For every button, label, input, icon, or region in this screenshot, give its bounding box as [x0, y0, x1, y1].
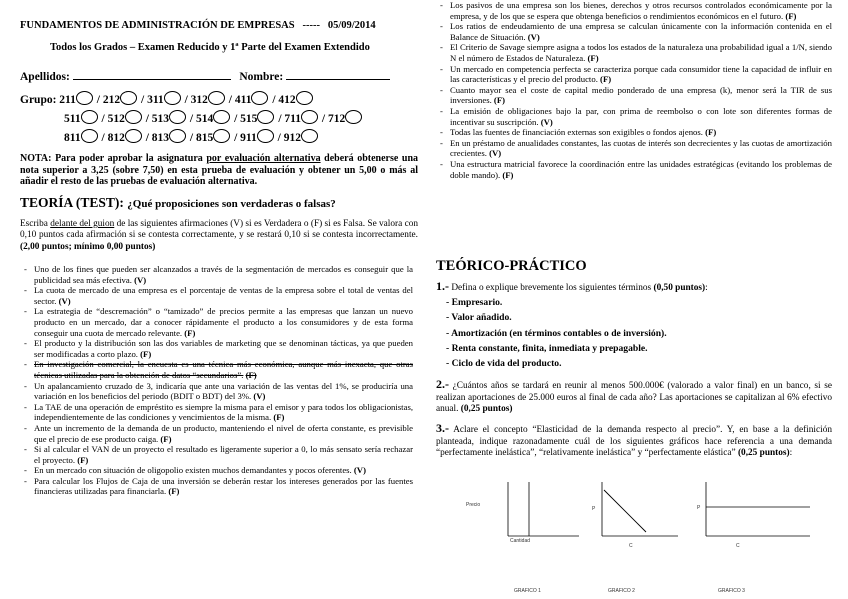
group-option-label: / 411 [228, 94, 252, 106]
q1-colon: : [705, 283, 708, 293]
test-item-text: Una estructura matricial favorece la coordinación entre las unidades estratégicas (evitando los problemas de doble mando). [450, 158, 832, 180]
test-item-answer: (V) [58, 295, 71, 306]
q3-text: Aclare el concepto “Elasticidad de la demanda respecto al precio”. Y, en base a la definición planteada, indique razonadamente cuál de los siguientes gráficos hace referencia a una demanda “perfectamente inelástica”, “relativamente inelástica” y “perfectamente elástica” [436, 425, 832, 459]
term-item: - Ciclo de vida del producto. [446, 356, 826, 371]
instr-points: (2,00 puntos; mínimo 0,00 puntos) [20, 241, 156, 252]
test-item-text: La TAE de una operación de empréstito es siempre la misma para el emisor y para todos los obligacionistas, independientemente de las condiciones y vencimientos de la misma. [34, 401, 413, 423]
group-option-label: / 311 [141, 94, 164, 106]
surname-field[interactable] [73, 79, 231, 80]
group-checkbox[interactable] [169, 110, 186, 124]
term-item: - Renta constante, finita, inmediata y prepagable. [446, 341, 826, 356]
test-item-answer: (F) [587, 52, 599, 63]
graph-2-caption: GRAFICO 2 [608, 588, 635, 594]
test-item-text: Si al calcular el VAN de un proyecto el resultado es ligeramente superior a 0, lo más sensato sería rechazar el proyecto. [34, 444, 413, 465]
group-option-label: / 513 [145, 113, 170, 125]
title-separator: ----- [302, 20, 320, 31]
group-option-label: / 911 [234, 132, 257, 144]
group-option-label: / 812 [101, 132, 125, 144]
test-item-answer: (F) [160, 433, 172, 444]
q2-number: 2.- [436, 377, 449, 391]
test-item [20, 423, 413, 444]
group-checkbox[interactable] [76, 91, 93, 105]
name-label: Nombre: [239, 71, 284, 83]
group-checkbox[interactable] [208, 91, 225, 105]
graph-1-ylabel: Precio [466, 502, 481, 508]
graph-2-svg [586, 478, 696, 596]
group-row-2 [64, 110, 363, 125]
test-item-answer: (F) [245, 369, 257, 380]
group-option-label: / 412 [272, 94, 296, 106]
group-option-label: / 815 [189, 132, 214, 144]
term-item: - Valor añadido. [446, 310, 826, 325]
group-option-label: / 515 [234, 113, 258, 125]
group-row-1 [20, 91, 314, 106]
test-item-answer: (F) [493, 95, 506, 106]
test-item-text: La emisión de obligaciones bajo la par, con prima de reembolso o con lote son diferentes formas de incentivar su suscripción. [450, 105, 832, 127]
test-item [436, 127, 832, 138]
test-item-text: El producto y la distribución son las dos variables de marketing que se denominan tácticas, ya que pueden ser modificadas a corto plazo. [34, 338, 413, 359]
test-item [436, 159, 832, 180]
test-item [20, 285, 413, 306]
nota-underlined: por evaluación alternativa [206, 153, 321, 164]
test-item [20, 359, 413, 380]
term-item: - Empresario. [446, 295, 826, 310]
q3-points: (0,25 puntos) [735, 448, 790, 459]
test-item-answer: (F) [600, 74, 612, 85]
q2-points: (0,25 puntos) [458, 404, 513, 415]
test-items-left [20, 264, 413, 497]
group-options-1 [59, 94, 313, 106]
test-item-text: En investigación comercial, la encuesta es una técnica más económica, aunque más inexacta, que otras técnicas utilizadas para la obtención de datos “secundarios”. [34, 359, 413, 380]
instr-a: Escriba [20, 219, 51, 229]
group-option-label: 211 [59, 94, 76, 106]
group-row-3 [64, 129, 319, 144]
teorico-practico-title: TEÓRICO-PRÁCTICO [436, 258, 587, 274]
nota-paragraph [20, 153, 418, 188]
test-item-answer: (F) [502, 169, 514, 180]
test-item [20, 264, 413, 285]
group-option-label: 511 [64, 113, 81, 125]
q3-colon: : [789, 448, 793, 459]
test-item-answer: (V) [134, 274, 147, 285]
test-item-text: La cuota de mercado de una empresa es el porcentaje de ventas de la empresa sobre el total de ventas del sector. [34, 285, 413, 306]
test-item [20, 476, 413, 497]
test-item-answer: (F) [168, 486, 180, 497]
graph-1-caption: GRAFICO 1 [514, 588, 541, 594]
test-item-answer: (V) [353, 465, 366, 476]
terms-list [446, 295, 826, 371]
group-options-2 [64, 113, 363, 125]
group-option-label: / 512 [101, 113, 125, 125]
test-items-right [436, 0, 832, 180]
graph-3-caption: GRAFICO 3 [718, 588, 745, 594]
test-item-answer: (F) [184, 327, 196, 338]
test-item [436, 0, 832, 21]
group-checkbox[interactable] [345, 110, 362, 124]
exam-title-line [20, 20, 376, 31]
nota-suffix: deberá obtenerse una nota superior a 3,25 (sobre 7,50) en esta prueba de evaluación y obtener un 5,00 o más al añadir el resto de las pruebas de evaluación alternativa. [20, 153, 419, 188]
test-item-text: Un mercado en competencia perfecta se caracteriza porque cada consumidor tiene la capacidad de influir en las características y el precio del producto. [450, 63, 832, 85]
question-1 [436, 281, 832, 295]
test-item [20, 381, 413, 402]
group-checkbox[interactable] [164, 91, 181, 105]
group-checkbox[interactable] [120, 91, 137, 105]
test-item [20, 338, 413, 359]
group-checkbox[interactable] [81, 129, 98, 143]
teoria-instructions [20, 219, 418, 253]
test-item-text: En un mercado con situación de oligopolio existen muchos demandantes y pocos oferentes. [34, 465, 352, 476]
graph-1-svg [464, 478, 584, 596]
group-label: Grupo: [20, 94, 57, 106]
graph-3 [694, 478, 814, 596]
group-checkbox[interactable] [213, 110, 230, 124]
test-item [436, 106, 832, 127]
test-item [20, 444, 413, 465]
test-item [20, 402, 413, 423]
test-item-text: Cuanto mayor sea el coste de capital medio ponderado de una empresa (k), menor será la TIR de sus inversiones. [450, 84, 832, 106]
graph-2-demand-line [604, 490, 646, 532]
test-item [436, 138, 832, 159]
test-item-answer: (V) [253, 391, 266, 402]
test-item-answer: (F) [705, 127, 717, 138]
graph-2-ylabel: P [592, 506, 596, 512]
test-item-answer: (F) [140, 348, 152, 359]
test-item-text: Un apalancamiento cruzado de 3, indicaría que ante una variación de las ventas del 1%, se produciría una variación en los beneficios del periodo (BDIT o BDT) del 3%. [34, 380, 413, 402]
graph-2 [586, 478, 696, 596]
name-field[interactable] [286, 79, 390, 80]
group-checkbox[interactable] [169, 129, 186, 143]
nota-prefix: NOTA: Para poder aprobar la asignatura [20, 153, 207, 164]
test-item [20, 465, 413, 476]
group-option-label: / 212 [96, 94, 121, 106]
group-options-3 [64, 132, 319, 144]
test-item-text: Todas las fuentes de financiación externas son exigibles o fondos ajenos. [450, 127, 703, 138]
group-option-label: / 514 [189, 113, 214, 125]
group-option-label: / 813 [145, 132, 170, 144]
test-item-text: Para calcular los Flujos de Caja de una inversión se deberán restar los intereses generados por las fuentes financieras utilizadas para financiarla. [34, 475, 413, 497]
group-checkbox[interactable] [301, 129, 318, 143]
test-item [20, 306, 413, 338]
graph-3-svg [694, 478, 814, 596]
exam-date: 05/09/2014 [327, 20, 376, 31]
test-item [436, 64, 832, 85]
instr-b: de las siguientes afirmaciones (V) si es Verdadera o (F) si es Falsa. Se valora con 0,10 puntos cada afirmación si se contesta correctamente, y se restará 0,10 si se contesta incorrectamente. [20, 219, 419, 241]
term-item: - Amortización (en términos contables o de inversión). [446, 326, 826, 341]
graph-3-ylabel: P [697, 505, 701, 511]
question-2 [436, 379, 832, 416]
graph-1-xlabel: Cantidad [510, 538, 531, 544]
group-checkbox[interactable] [251, 91, 268, 105]
group-checkbox[interactable] [257, 110, 274, 124]
surname-label: Apellidos: [20, 71, 70, 83]
q3-number: 3.- [436, 421, 449, 435]
group-option-label: / 312 [184, 94, 208, 106]
exam-title: FUNDAMENTOS DE ADMINISTRACIÓN DE EMPRESAS [20, 20, 295, 31]
teoria-heading [20, 195, 336, 211]
test-item-answer: (F) [273, 412, 285, 423]
test-item-answer: (F) [77, 454, 89, 465]
test-item-answer: (V) [540, 116, 553, 127]
test-item-text: La estrategia de “descremación” o “tamizado” de precios permite a las empresas que lanzan un nuevo producto en un mercado, dar a conocer rápidamente el producto a los consumidores y de esta forma conseguir una cuota de mercado relevante. [34, 306, 413, 338]
test-item [436, 21, 832, 42]
teoria-question: ¿Qué proposiciones son verdaderas o falsas? [127, 198, 336, 210]
test-item-text: Los pasivos de una empresa son los bienes, derechos y otros recursos controlados económicamente por la empresa, y de los que se espera que obtenga beneficios o rendimientos económicos en el futuro. [450, 0, 832, 21]
group-option-label: 811 [64, 132, 81, 144]
group-checkbox[interactable] [296, 91, 313, 105]
test-item-text: Los ratios de endeudamiento de una empresa se calculan únicamente con la información contenida en el Balance de Situación. [450, 21, 832, 42]
test-item-text: Uno de los fines que pueden ser alcanzados a través de la segmentación de mercados es conseguir que la publicidad sea más efectiva. [34, 264, 413, 285]
exam-subtitle: Todos los Grados – Examen Reducido y 1ª Parte del Examen Extendido [50, 42, 370, 53]
group-checkbox[interactable] [213, 129, 230, 143]
question-3 [436, 423, 832, 460]
test-item [436, 42, 832, 63]
test-item-answer: (F) [785, 10, 797, 21]
group-checkbox[interactable] [301, 110, 318, 124]
group-option-label: / 711 [278, 113, 301, 125]
test-item-answer: (V) [527, 31, 540, 42]
graph-2-xlabel: C [629, 543, 633, 549]
test-item [436, 85, 832, 106]
group-checkbox[interactable] [125, 110, 142, 124]
group-checkbox[interactable] [125, 129, 142, 143]
name-line [20, 71, 390, 83]
test-item-text: En un préstamo de anualidades constantes, las cuotas de interés son decrecientes y las cuotas de amortización crecientes. [450, 137, 832, 159]
q1-text: Defina o explique brevemente los siguientes términos [449, 283, 654, 293]
q1-points: (0,50 puntos) [653, 283, 706, 293]
test-item-text: El Criterio de Savage siempre asigna a todos los estados de la naturaleza una probabilidad igual a 1/N, siendo N el número de Estados de Naturaleza. [450, 42, 832, 63]
q1-number: 1.- [436, 279, 449, 293]
graph-1 [464, 478, 584, 596]
group-checkbox[interactable] [257, 129, 274, 143]
group-checkbox[interactable] [81, 110, 98, 124]
instr-underlined: delante del guion [50, 219, 115, 229]
test-item-answer: (V) [489, 148, 502, 159]
q2-text: ¿Cuántos años se tardará en reunir al menos 500.000€ (valorado a valor final) en un banco, si se realizan aportaciones de 25.000 euros al final de cada año? Las aportaciones se capitalizan al 6% efectivo anual. [436, 381, 832, 415]
graph-3-xlabel: C [736, 543, 740, 549]
group-option-label: / 712 [321, 113, 346, 125]
teoria-title: TEORÍA (TEST): [20, 195, 124, 210]
test-item-text: Ante un incremento de la demanda de un producto, manteniendo el nivel de oferta constante, es previsible que el precio de ese producto caiga. [34, 422, 413, 444]
group-option-label: / 912 [277, 132, 301, 144]
